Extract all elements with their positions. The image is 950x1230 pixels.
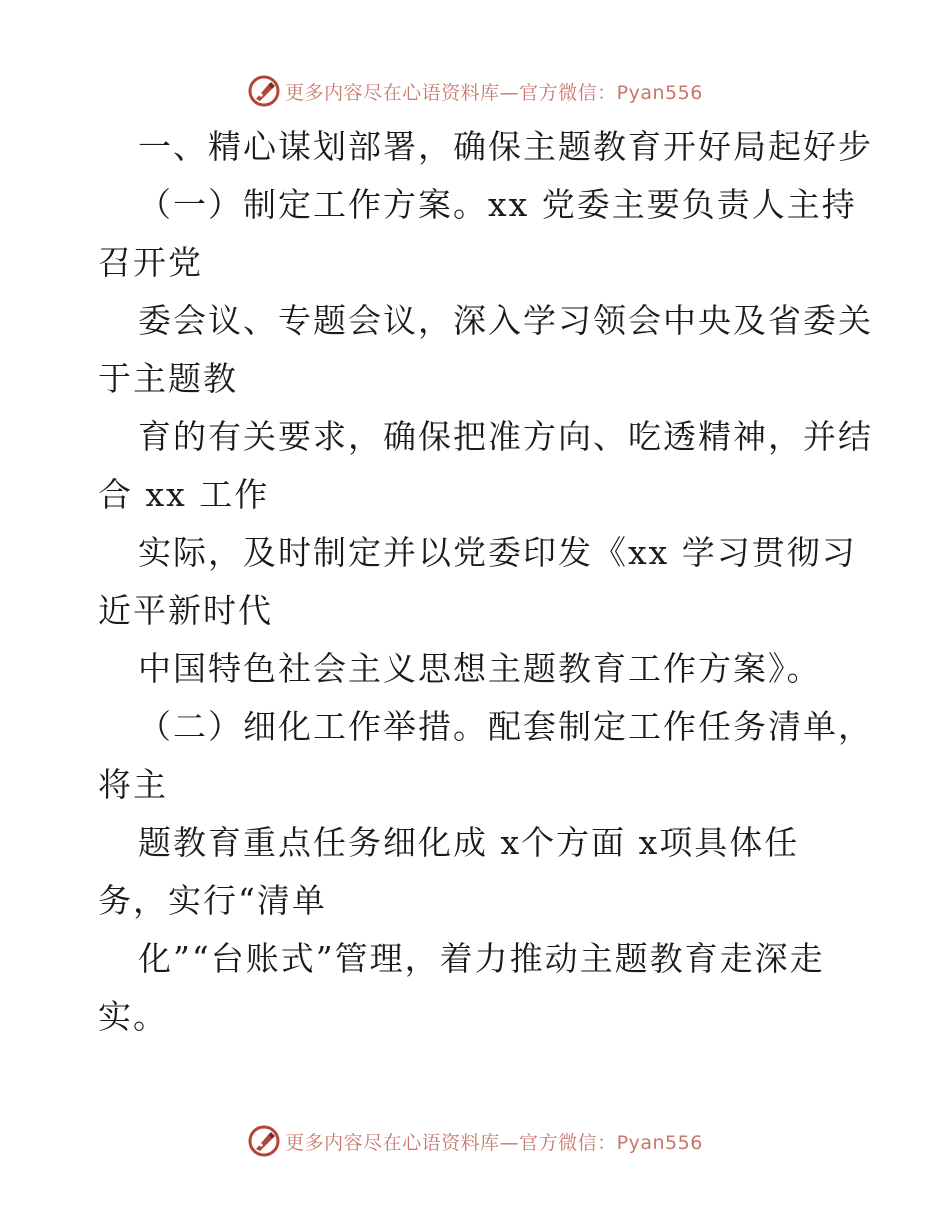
text-line: （二）细化工作举措。配套制定工作任务清单， [138,707,873,746]
header-watermark [0,71,950,111]
pen-nib-logo-icon [247,74,281,108]
text-line: 一、精心谋划部署，确保主题教育开好局起好步 [138,127,873,166]
footer-watermark [0,1121,950,1161]
document-body [98,118,873,1046]
watermark-text: 更多内容尽在心语资料库—官方微信：Pyan556 [285,1131,703,1154]
text-line: 中国特色社会主义思想主题教育工作方案》。 [138,649,822,688]
text-line: 化”“台账式”管理，着力推动主题教育走深走 [138,939,825,978]
text-line: 题教育重点任务细化成 x个方面 x项具体任 [138,823,800,862]
pen-nib-logo-icon [247,1124,281,1158]
watermark-text: 更多内容尽在心语资料库—官方微信：Pyan556 [285,81,703,104]
text-line: 将主 [98,765,168,804]
text-line: 合 xx 工作 [98,475,270,514]
text-line: 育的有关要求，确保把准方向、吃透精神，并结 [138,417,873,456]
text-line: （一）制定工作方案。xx 党委主要负责人主持 [138,185,857,224]
text-line: 实际，及时制定并以党委印发《xx 学习贯彻习 [138,533,857,572]
text-line: 委会议、专题会议，深入学习领会中央及省委关 [138,301,873,340]
text-line: 于主题教 [98,359,238,398]
text-line: 实。 [98,997,168,1036]
text-line: 近平新时代 [98,591,273,630]
text-line: 务，实行“清单 [98,881,327,920]
text-line: 召开党 [98,243,203,282]
